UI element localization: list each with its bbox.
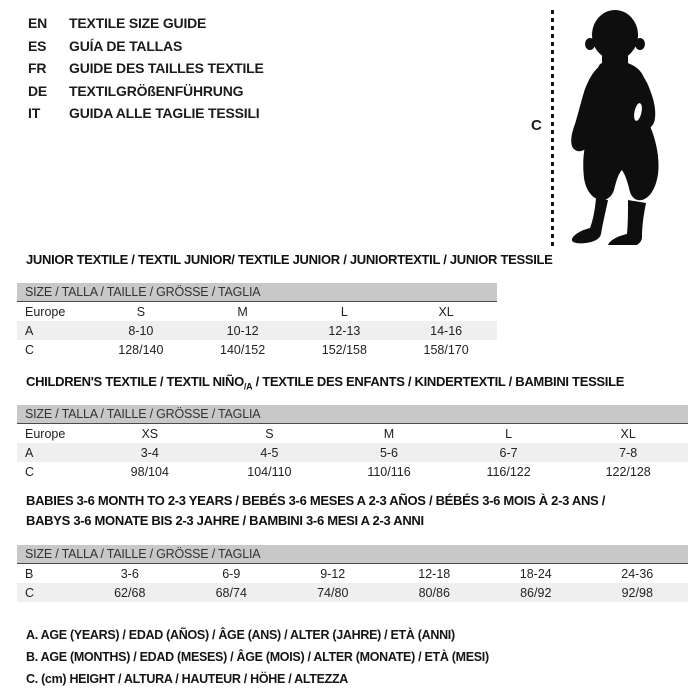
table-row xyxy=(17,321,497,340)
value-cell: 80/86 xyxy=(418,585,450,600)
value-cell: 140/152 xyxy=(220,342,266,357)
guide-title: TEXTILE SIZE GUIDE xyxy=(69,15,207,31)
row-label: C xyxy=(25,585,35,600)
row-label: Europe xyxy=(25,304,66,319)
value-cell: 92/98 xyxy=(621,585,653,600)
babies-section-title xyxy=(26,491,605,531)
size-cell: XS xyxy=(141,426,159,441)
value-cell: 12-13 xyxy=(328,323,361,338)
guide-title: GUÍA DE TALLAS xyxy=(69,37,183,54)
footnote-c: C. (cm) HEIGHT / ALTURA / HAUTEUR / HÖHE / ALTEZZA xyxy=(26,672,349,686)
baby-silhouette-icon xyxy=(570,8,662,245)
row-label: C xyxy=(25,342,35,357)
value-cell: 152/158 xyxy=(321,342,367,357)
lang-code: EN xyxy=(28,15,48,31)
lang-row-es xyxy=(28,35,264,58)
size-header-bar: SIZE / TALLA / TAILLE / GRÖSSE / TAGLIA xyxy=(17,405,688,424)
height-dotted-line xyxy=(551,10,554,246)
junior-section-title: JUNIOR TEXTILE / TEXTIL JUNIOR/ TEXTILE JUNIOR / JUNIORTEXTIL / JUNIOR TESSILE xyxy=(26,252,553,267)
value-cell: 68/74 xyxy=(215,585,247,600)
footnote-legend xyxy=(26,624,489,690)
guide-title: TEXTILGRÖßENFÜHRUNG xyxy=(69,82,244,99)
row-label: C xyxy=(25,464,35,479)
table-row xyxy=(17,583,688,602)
lang-row-it xyxy=(28,102,264,125)
value-cell: 116/122 xyxy=(486,464,531,479)
value-cell: 24-36 xyxy=(621,566,654,581)
value-cell: 86/92 xyxy=(520,585,552,600)
lang-code: ES xyxy=(28,37,47,54)
babies-title-line1: BABIES 3-6 MONTH TO 2-3 YEARS / BEBÉS 3-6 MESES A 2-3 AÑOS / BÉBÉS 3-6 MOIS À 2-3 ANS / xyxy=(26,493,606,508)
value-cell: 8-10 xyxy=(128,323,154,338)
value-cell: 62/68 xyxy=(114,585,146,600)
children-size-table xyxy=(17,405,688,481)
size-header-bar: SIZE / TALLA / TAILLE / GRÖSSE / TAGLIA xyxy=(17,283,497,302)
footnote-b: B. AGE (MONTHS) / EDAD (MESES) / ÂGE (MOIS) / ALTER (MONATE) / ETÀ (MESI) xyxy=(26,650,489,664)
children-section-title xyxy=(26,374,624,392)
value-cell: 3-4 xyxy=(140,445,159,460)
value-cell: 6-7 xyxy=(499,445,518,460)
babies-title-line2: BABYS 3-6 MONATE BIS 2-3 JAHRE / BAMBINI 3-6 MESI A 2-3 ANNI xyxy=(26,513,424,528)
table-row xyxy=(17,302,497,321)
value-cell: 12-18 xyxy=(418,566,451,581)
guide-title: GUIDA ALLE TAGLIE TESSILI xyxy=(69,105,260,121)
lang-row-de xyxy=(28,80,264,103)
size-cell: M xyxy=(237,304,248,319)
table-row xyxy=(17,564,688,583)
table-row xyxy=(17,462,688,481)
measurement-figure xyxy=(515,0,700,252)
language-title-list xyxy=(28,12,264,125)
row-label: Europe xyxy=(25,426,66,441)
lang-code: FR xyxy=(28,60,47,76)
value-cell: 4-5 xyxy=(260,445,279,460)
lang-row-en xyxy=(28,12,264,35)
value-cell: 5-6 xyxy=(379,445,399,460)
value-cell: 128/140 xyxy=(118,342,164,357)
row-label: A xyxy=(25,445,34,460)
value-cell: 158/170 xyxy=(423,342,469,357)
lang-code: DE xyxy=(28,82,48,99)
babies-size-table xyxy=(17,545,688,602)
value-cell: 3-6 xyxy=(120,566,139,581)
value-cell: 10-12 xyxy=(226,323,259,338)
value-cell: 104/110 xyxy=(247,464,292,479)
table-row xyxy=(17,443,688,462)
row-label: B xyxy=(25,566,34,581)
children-title-sub: /A xyxy=(243,381,253,392)
size-cell: S xyxy=(136,304,146,319)
guide-title: GUIDE DES TAILLES TEXTILE xyxy=(69,60,264,76)
value-cell: 74/80 xyxy=(317,585,349,600)
value-cell: 110/116 xyxy=(367,464,411,479)
lang-row-fr xyxy=(28,57,264,80)
value-cell: 14-16 xyxy=(430,323,463,338)
table-row xyxy=(17,340,497,359)
children-title-suffix: / TEXTILE DES ENFANTS / KINDERTEXTIL / BAMBINI TESSILE xyxy=(252,374,625,389)
value-cell: 122/128 xyxy=(605,464,651,479)
value-cell: 18-24 xyxy=(519,566,552,581)
footnote-a: A. AGE (YEARS) / EDAD (AÑOS) / ÂGE (ANS) / ALTER (JAHRE) / ETÀ (ANNI) xyxy=(26,628,455,642)
measure-c-label: C xyxy=(531,117,542,134)
table-row xyxy=(17,424,688,443)
value-cell: 6-9 xyxy=(222,566,241,581)
value-cell: 9-12 xyxy=(320,566,346,581)
value-cell: 7-8 xyxy=(619,445,638,460)
size-cell: XL xyxy=(620,426,636,441)
size-cell: M xyxy=(383,426,395,441)
size-cell: S xyxy=(265,426,274,441)
value-cell: 98/104 xyxy=(130,464,169,479)
junior-size-table xyxy=(17,283,497,359)
size-cell: L xyxy=(340,304,348,319)
children-title-prefix: CHILDREN'S TEXTILE / TEXTIL NIÑO xyxy=(26,374,244,389)
lang-code: IT xyxy=(28,105,41,121)
size-cell: XL xyxy=(438,304,454,319)
row-label: A xyxy=(25,323,34,338)
size-cell: L xyxy=(505,426,513,441)
size-header-bar: SIZE / TALLA / TAILLE / GRÖSSE / TAGLIA xyxy=(17,545,688,564)
